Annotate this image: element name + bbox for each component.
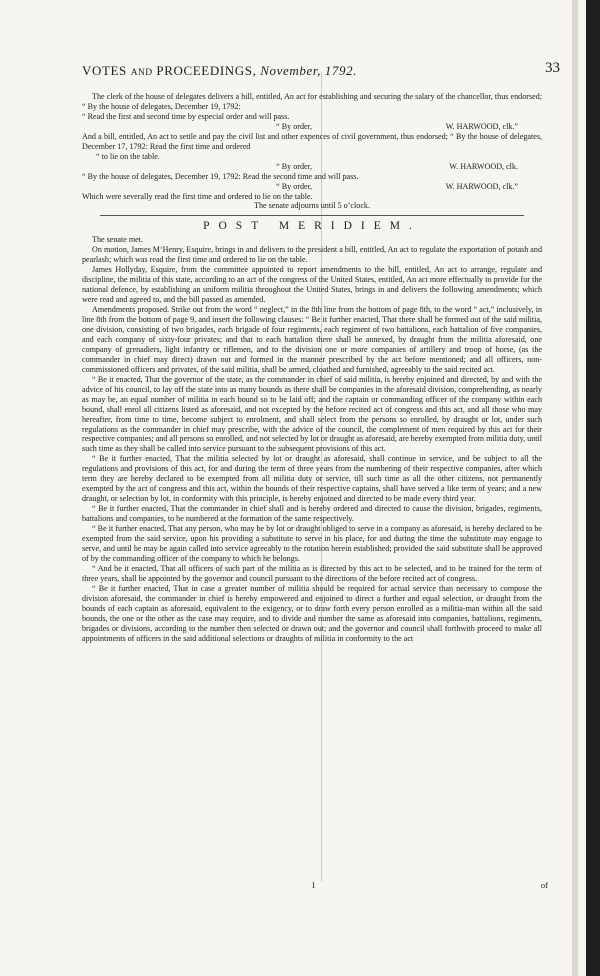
paragraph-salary-endorsement: “ Read the first and second time by especial order and will pass. [82,111,290,121]
paragraph-additional-draught: “ Be it further enacted, That in case a greater number of militia should be required for actual service than necessary to compose the division aforesaid, the commander in chief is hereby empowered and enjoined to direct a further and equal selection, or draught from the bounds of each captain as aforesaid, equivalent to the exigency, or to draw forth every person enrolled as a militia-man within all the said bounds, the one or the other as the case may require, and to divide and number the same as aforesaid into companies, battalions, regiments, brigades or divisions, according to the number then selected or drawn out; and the governor and council shall forthwith proceed to make all appointments of officers in the said additional selections or draughts of militia in conformity to the act [82,583,542,643]
paragraph-second-reading: “ By the house of delegates, December 19, 1792: Read the second time and will pass. [82,171,359,181]
paragraph-lie-on-table: “ to lie on the table. [96,151,160,161]
header-word-proceedings: PROCEEDINGS, [156,63,257,78]
post-meridiem-heading: POST MERIDIEM. [203,220,421,233]
header-year: 1792. [324,63,358,78]
clerk-signature: W. HARWOOD, clk.” [445,121,518,131]
section-rule [100,215,524,216]
document-page [82,60,560,643]
header-word-votes: VOTES [82,63,127,78]
header-month: November, [260,63,321,78]
paragraph-severally-read: Which were severally read the first time and ordered to lie on the table. [82,191,313,201]
paragraph-bounds: “ Be it enacted, That the governor of the state, as the commander in chief of said militia, is hereby enjoined and directed, by and with the advice of his council, to lay off the state into as many bounds as there shall be companies in the aforesaid division, comprehending, as nearly as may be, an equal number of militia in each bound so to be laid off; and the captain or commanding officer of the company within each bound, shall enrol all citizens listed as aforesaid, and not excepted by the before recited act of congress and this act, and all those who may hereafter, from time to time, become subject to enrolment, and shall select from the persons so enrolled, by draught or lot, under such regulations as the commander in chief may prescribe, with the advice of the council, the complement of men required by this act for their respective companies; and all persons so enrolled, and not selected by lot or draught as aforesaid, are hereby exempted from militia duty, until such time as they shall be called into service pursuant to the subsequent provisions of this act. [82,374,542,454]
paragraph-amendments: Amendments proposed. Strike out from the word “ neglect,” in the 8th line from the bottom of page 8th, to the word “ act,” inclusively, in line 8th from the bottom of page 9, and insert the following clauses: “ Be it further enacted, That there shall be formed out of the said militia, one division, consisting of two brigades, each brigade of four regiments, each regiment of two battalions, each battalion of five companies, and each company of sixty-four privates; and that to each battalion there shall be annexed, by draught from the militia aforesaid, one company of grenadiers, light infantry or riflemen, and to the division one or more companies of artillery and troop of horse, (as the commander in chief may direct) drawn out and formed in the manner prescribed by the act before mentioned; and all officers, non-commissioned officers and privates, of the said militia, shall be armed, cloathed and furnished, agreeably to the said recited act. [82,305,542,374]
signature-line [82,182,542,192]
paragraph-term-of-service: “ Be it further enacted, That the militia selected by lot or draught as aforesaid, shall continue in service, and be subject to all the regulations and provisions of this act, for and during the term of three years from the numbering of their respective companies, after which term they are hereby declared to be exempted from all militia duty or service, till such time as all the other citizens, not permanently exempted by the act of congress and this act, within the bounds of their respective captains, shall have served a like term of years; and a new draught, or selection by lot, in conformity with this principle, is hereby enjoined and directed to be made every third year. [82,454,542,504]
page-edge-shadow [572,0,578,976]
adjournment-line: The senate adjourns until 5 o’clock. [254,201,370,211]
signature-mark: I [312,880,315,890]
paragraph-potash-bill: On motion, James M‘Henry, Esquire, brings in and delivers to the president a bill, entitled, An act to regulate the exportation of potash and pearlash; which was read the first time and ordered to lie on the table. [82,245,542,265]
catchword: of [540,880,548,890]
header-title [82,63,358,79]
paragraph-numbering: “ Be it further enacted, That the commander in chief shall and is hereby ordered and directed to cause the division, brigades, regiments, battalions and companies, to be numbered at the formation of the same respectively. [82,504,542,524]
senate-met-line: The senate met. [92,235,144,245]
paragraph-officers: “ And be it enacted, That all officers of such part of the militia as is directed by this act to be selected, and to be trained for the term of three years, shall be appointed by the governor and council pursuant to the directions of the before recited act of congress. [82,563,542,583]
clerk-signature: W. HARWOOD, clk.” [445,181,518,191]
signature-line [82,162,542,172]
header-word-and: AND [130,68,153,78]
scan-border [586,0,600,976]
signature-line [82,122,542,132]
paragraph-substitutes: “ Be it further enacted, That any person, who may be by lot or draught obliged to serve in a company as aforesaid, is hereby declared to be exempted from the said service, upon his providing a substitute to serve in his place, for and during the time the substitute may engage to serve, and until he may be again called into service agreeably to the rotation herein established; provided the said substitute shall be approved of by the commanding officer of the company to which he belongs. [82,524,542,563]
clerk-signature: W. HARWOOD, clk. [449,161,518,171]
running-header [82,60,560,86]
by-order-text: “ By order, [276,161,312,171]
by-order-text: “ By order, [276,181,312,191]
paragraph-militia-committee: James Hollyday, Esquire, from the committee appointed to report amendments to the bill, entitled, An act to arrange, regulate and discipline, the militia of this state, according to an act of the congress of the United States, entitled, An act more effectually to provide for the national defence, by establishing an uniform militia throughout the United States, brings in and delivers the following amendments; which were read and agreed to, and the bill passed as amended. [82,265,542,305]
paragraph-salary-bill: The clerk of the house of delegates delivers a bill, entitled, An act for establishing and securing the salary of the chancellor, thus endorsed; “ By the house of delegates, December 19, 1792: [82,92,542,111]
paragraph-civil-list-bill: And a bill, entitled, An act to settle and pay the civil list and other expences of civil government, thus endorsed; “ By the house of delegates, December 17, 1792: Read the first time and ordered [82,131,542,151]
page-number: 33 [545,60,560,76]
by-order-text: “ By order, [276,121,312,131]
